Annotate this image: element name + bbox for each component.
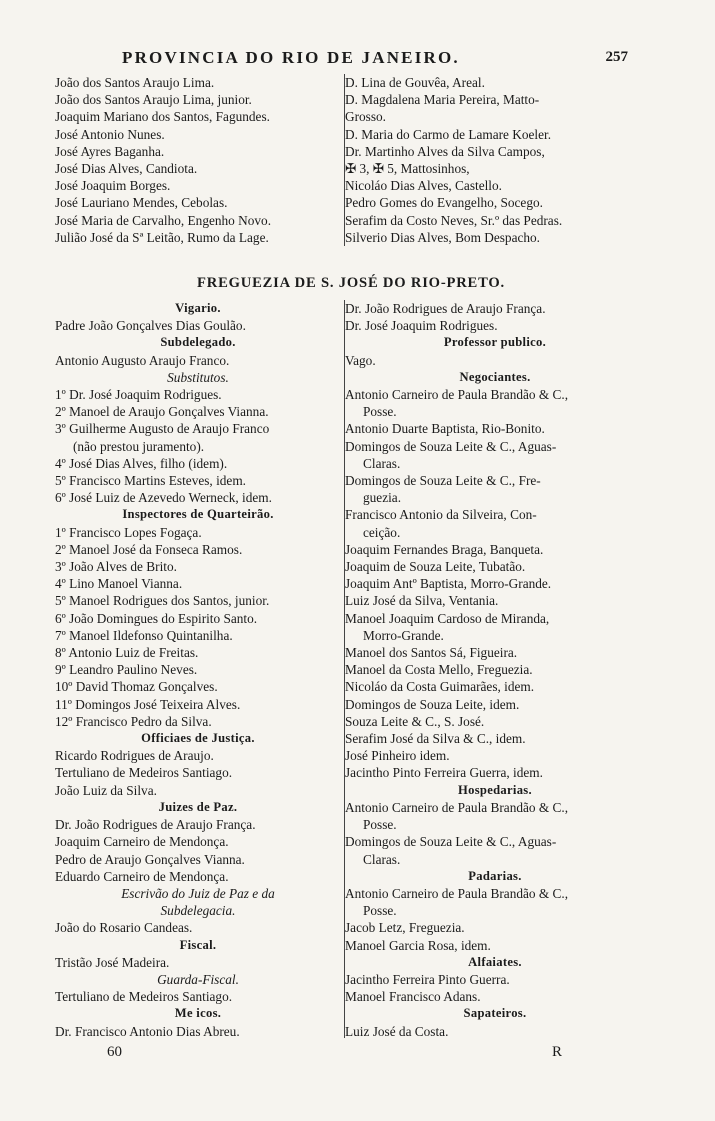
list-item: Manoel Joaquim Cardoso de Miranda, — [345, 610, 550, 626]
section-heading: Inspectores de Quarteirão. — [122, 507, 274, 522]
list-item: Francisco Antonio da Silveira, Con- — [345, 507, 537, 523]
section-heading: Hospedarias. — [458, 782, 532, 797]
list-item: 4º Lino Manoel Vianna. — [55, 576, 183, 592]
list-item: Ricardo Rodrigues de Araujo. — [55, 748, 214, 764]
list-item: José Lauriano Mendes, Cebolas. — [55, 195, 228, 211]
list-item: José Ayres Baganha. — [55, 143, 165, 159]
list-item: Pedro Gomes do Evangelho, Socego. — [345, 195, 543, 211]
list-item: João Luiz da Silva. — [55, 782, 157, 798]
list-item: 2º Manoel de Araujo Gonçalves Vianna. — [55, 404, 269, 420]
list-item: Silverio Dias Alves, Bom Despacho. — [345, 229, 540, 245]
list-item: Padre João Gonçalves Dias Goulão. — [55, 318, 246, 334]
list-item: Dr. Francisco Antonio Dias Abreu. — [55, 1023, 240, 1039]
list-item: José Antonio Nunes. — [55, 126, 165, 142]
list-item: 7º Manoel Ildefonso Quintanilha. — [55, 627, 233, 643]
list-item: 10º David Thomaz Gonçalves. — [55, 679, 218, 695]
freguezia-title: FREGUEZIA DE S. JOSÉ DO RIO-PRETO. — [197, 275, 505, 291]
list-item: Pedro de Araujo Gonçalves Vianna. — [55, 851, 245, 867]
list-item: Joaquim Carneiro de Mendonça. — [55, 834, 229, 850]
section-heading: Vigario. — [175, 301, 221, 315]
page-number: 257 — [605, 49, 628, 65]
list-item: Antonio Augusto Araujo Franco. — [55, 352, 230, 368]
list-item-continuation: Posse. — [363, 903, 397, 919]
list-item: 6º João Domingues do Espirito Santo. — [55, 610, 258, 626]
list-item: Domingos de Souza Leite & C., Aguas- — [345, 834, 557, 850]
main-left-column — [55, 300, 341, 1040]
list-item-continuation: Morro-Grande. — [363, 627, 444, 643]
list-item: Antonio Carneiro de Paula Brandão & C., — [345, 387, 569, 403]
section-heading: Juizes de Paz. — [158, 799, 238, 814]
list-item-continuation: Claras. — [363, 455, 401, 471]
section-heading: Padarias. — [468, 868, 522, 883]
top-left-column — [55, 74, 341, 246]
list-item: João do Rosario Candeas. — [55, 920, 193, 936]
list-item: Tertuliano de Medeiros Santiago. — [55, 989, 233, 1005]
list-item: João dos Santos Araujo Lima, junior. — [55, 92, 252, 108]
list-item: Eduardo Carneiro de Mendonça. — [55, 868, 229, 884]
list-item: Domingos de Souza Leite & C., Fre- — [345, 473, 541, 489]
list-item: 1º Dr. José Joaquim Rodrigues. — [55, 387, 222, 403]
list-item: Dr. João Rodrigues de Araujo França. — [345, 301, 546, 316]
section-heading: Sapateiros. — [463, 1006, 527, 1021]
list-item: Dr. Martinho Alves da Silva Campos, — [345, 143, 545, 159]
list-item: Serafim da Costo Neves, Sr.º das Pedras. — [345, 212, 563, 228]
main-right-column — [345, 300, 645, 1040]
list-item: Nicoláo da Costa Guimarães, idem. — [345, 679, 535, 695]
section-heading: Fiscal. — [179, 937, 217, 952]
list-item: Tertuliano de Medeiros Santiago. — [55, 765, 233, 781]
list-item: 3º João Alves de Brito. — [55, 559, 177, 575]
list-item: Jacintho Ferreira Pinto Guerra. — [345, 971, 510, 987]
list-item: 8º Antonio Luiz de Freitas. — [55, 645, 199, 661]
list-item: 12º Francisco Pedro da Silva. — [55, 713, 212, 729]
list-item-continuation: guezia. — [363, 490, 402, 506]
list-item: Joaquim Fernandes Braga, Banqueta. — [345, 541, 544, 557]
list-item: Souza Leite & C., S. José. — [345, 713, 485, 729]
section-heading: Subdelegado. — [160, 335, 236, 350]
section-heading: Officiaes de Justiça. — [141, 731, 255, 746]
list-item: D. Magdalena Maria Pereira, Matto- — [345, 92, 540, 108]
list-item: Dr. José Joaquim Rodrigues. — [345, 318, 498, 334]
list-item: José Dias Alves, Candiota. — [55, 161, 198, 177]
list-item: Domingos de Souza Leite & C., Aguas- — [345, 438, 557, 454]
list-item: Manoel da Costa Mello, Freguezia. — [345, 662, 533, 678]
list-item: Serafim José da Silva & C., idem. — [345, 731, 526, 747]
list-item: Jacob Letz, Freguezia. — [345, 920, 465, 936]
list-item: Tristão José Madeira. — [55, 954, 170, 970]
list-item: Jacintho Pinto Ferreira Guerra, idem. — [345, 765, 543, 781]
list-item: ✠ 3, ✠ 5, Mattosinhos, — [345, 161, 470, 177]
section-heading: Me icos. — [174, 1006, 222, 1021]
signature-mark: 60 — [107, 1044, 122, 1060]
list-item-continuation: Claras. — [363, 851, 401, 867]
list-item: D. Maria do Carmo de Lamare Koeler. — [345, 126, 552, 142]
section-subheading: Subdelegacia. — [160, 903, 236, 919]
top-listing — [55, 74, 647, 246]
list-item: 5º Manoel Rodrigues dos Santos, junior. — [55, 593, 270, 609]
list-item: 9º Leandro Paulino Neves. — [55, 662, 198, 678]
list-item: Vago. — [345, 352, 376, 368]
section-subheading: Guarda-Fiscal. — [157, 971, 239, 987]
top-right-column — [345, 74, 645, 246]
list-item: Manoel dos Santos Sá, Figueira. — [345, 645, 518, 661]
list-item: 2º Manoel José da Fonseca Ramos. — [55, 541, 243, 557]
list-item: Nicoláo Dias Alves, Castello. — [345, 178, 502, 194]
list-item: Domingos de Souza Leite, idem. — [345, 696, 520, 712]
section-heading: Alfaiates. — [468, 954, 522, 969]
list-item: José Pinheiro idem. — [345, 748, 450, 764]
list-item: Dr. João Rodrigues de Araujo França. — [55, 817, 256, 833]
section-heading: Professor publico. — [443, 335, 547, 350]
list-item: 11º Domingos José Teixeira Alves. — [55, 696, 241, 712]
section-subheading: Substitutos. — [167, 369, 229, 385]
list-item-continuation: (não prestou juramento). — [73, 438, 205, 454]
list-item: Antonio Duarte Baptista, Rio-Bonito. — [345, 421, 545, 437]
list-item: Luiz José da Costa. — [345, 1023, 449, 1039]
list-item: Antonio Carneiro de Paula Brandão & C., — [345, 799, 569, 815]
catchword-mark: R — [552, 1044, 563, 1060]
list-item: João dos Santos Araujo Lima. — [55, 75, 215, 90]
list-item: 6º José Luiz de Azevedo Werneck, idem. — [55, 490, 272, 506]
list-item: Manoel Francisco Adans. — [345, 989, 481, 1005]
freguezia-listing — [55, 300, 647, 1040]
list-item-continuation: Posse. — [363, 404, 397, 420]
list-item: Julião José da Sª Leitão, Rumo da Lage. — [55, 229, 269, 245]
list-item: Antonio Carneiro de Paula Brandão & C., — [345, 885, 569, 901]
page-header-title: PROVINCIA DO RIO DE JANEIRO. — [122, 48, 460, 67]
list-item-continuation: ceição. — [363, 524, 401, 540]
list-item-continuation: Posse. — [363, 817, 397, 833]
list-item: Joaquim Antº Baptista, Morro-Grande. — [345, 576, 552, 592]
list-item: 5º Francisco Martins Esteves, idem. — [55, 473, 246, 489]
list-item: Joaquim de Souza Leite, Tubatão. — [345, 559, 526, 575]
list-item: José Maria de Carvalho, Engenho Novo. — [55, 212, 272, 228]
list-item: D. Lina de Gouvêa, Areal. — [345, 75, 485, 90]
list-item: Luiz José da Silva, Ventania. — [345, 593, 499, 609]
list-item: 1º Francisco Lopes Fogaça. — [55, 524, 202, 540]
list-item: Manoel Garcia Rosa, idem. — [345, 937, 491, 953]
running-header — [56, 48, 656, 70]
list-item: 3º Guilherme Augusto de Araujo Franco — [55, 421, 270, 437]
list-item: Grosso. — [345, 109, 387, 125]
list-item: Joaquim Mariano dos Santos, Fagundes. — [55, 109, 270, 125]
section-subheading: Escrivão do Juiz de Paz e da — [121, 885, 275, 901]
section-heading: Negociantes. — [459, 369, 531, 384]
list-item: José Joaquim Borges. — [55, 178, 171, 194]
list-item: 4º José Dias Alves, filho (idem). — [55, 455, 228, 471]
